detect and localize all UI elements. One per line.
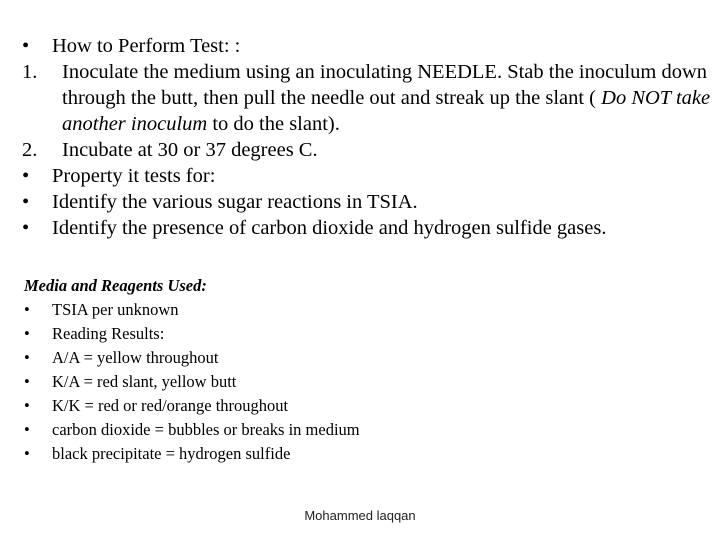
media-heading: Media and Reagents Used: [24,276,207,295]
media-text: K/A = red slant, yellow butt [52,372,237,391]
procedure-title: How to Perform Test: : [52,35,241,57]
bullet-marker: • [24,300,30,319]
property-text: Identify the presence of carbon dioxide and hydrogen sulfide gases. [52,217,607,239]
step-1 [22,59,712,137]
step-text-regular-end: to do the slant). [207,113,340,135]
procedure-section [22,33,712,241]
media-item [24,394,704,418]
property-item [22,189,712,215]
media-section [24,274,704,466]
media-item [24,442,704,466]
bullet-marker: • [24,444,30,463]
step-number: 1. [22,61,38,83]
step-text [62,59,712,137]
bullet-marker: • [22,165,30,187]
media-item [24,298,704,322]
media-text: black precipitate = hydrogen sulfide [52,444,291,463]
step-text: Incubate at 30 or 37 degrees C. [62,139,318,161]
media-item [24,418,704,442]
step-2 [22,137,712,163]
media-text: TSIA per unknown [52,300,179,319]
step-text-regular: Inoculate the medium using an inoculating NEEDLE. Stab the inoculum down through the butt, then pull the needle out and streak up the slant ( [62,61,708,109]
media-item [24,370,704,394]
bullet-marker: • [24,396,30,415]
footer-author: Mohammed laqqan [304,508,416,523]
media-text: A/A = yellow throughout [52,348,219,367]
bullet-marker: • [24,420,30,439]
step-number: 2. [22,139,38,161]
media-item [24,322,704,346]
media-text: Reading Results: [52,324,165,343]
bullet-marker: • [24,348,30,367]
property-item [22,215,712,241]
step-text-emphasis: Do NOT take another inoculum [62,87,711,135]
property-text: Identify the various sugar reactions in TSIA. [52,191,418,213]
bullet-marker: • [22,191,30,213]
bullet-marker: • [22,35,30,57]
bullet-marker: • [24,372,30,391]
media-item [24,346,704,370]
media-text: K/K = red or red/orange throughout [52,396,289,415]
media-text: carbon dioxide = bubbles or breaks in medium [52,420,360,439]
property-item [22,163,712,189]
bullet-marker: • [24,324,30,343]
property-text: Property it tests for: [52,165,216,187]
bullet-marker: • [22,217,30,239]
title-row [22,33,712,59]
